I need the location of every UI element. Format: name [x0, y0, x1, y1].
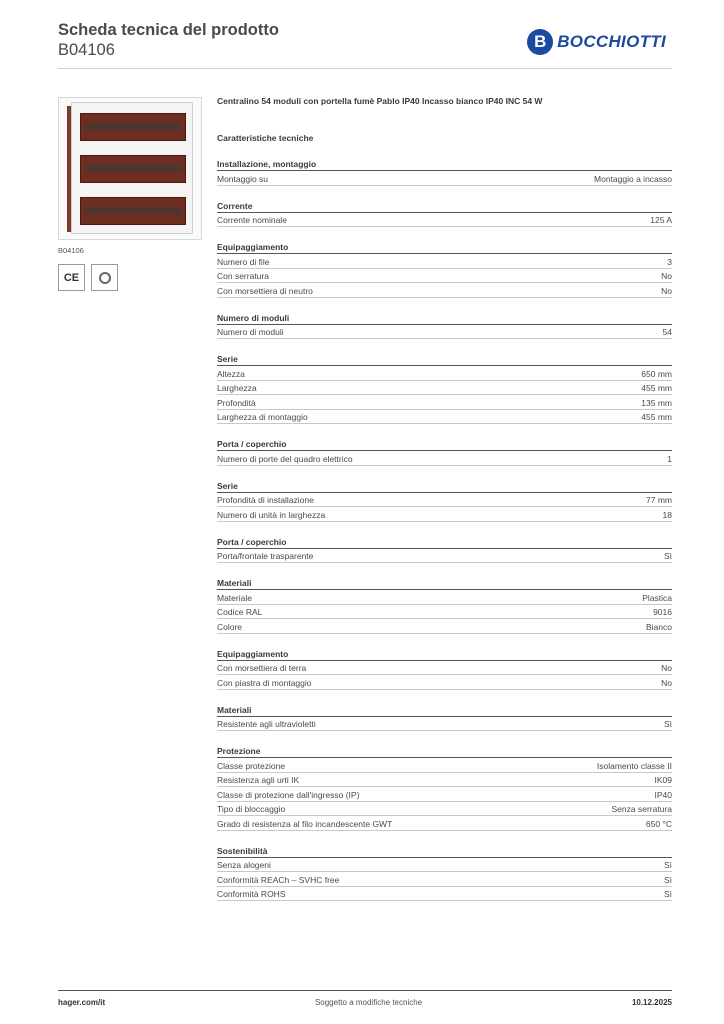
spec-row	[217, 773, 672, 788]
spec-row	[217, 661, 672, 676]
product-image	[58, 97, 202, 240]
spec-row	[217, 590, 672, 605]
spec-row	[217, 787, 672, 802]
spec-value: Sì	[663, 874, 672, 885]
spec-label: Numero di moduli	[217, 327, 284, 337]
product-code: B04106	[58, 41, 115, 59]
spec-section	[217, 241, 672, 298]
spec-value: 9016	[653, 607, 672, 617]
spec-value: Sì	[663, 860, 672, 870]
spec-label: Con piastra di montaggio	[217, 677, 312, 688]
section-title: Equipaggiamento	[217, 648, 672, 661]
footer-date: 10.12.2025	[631, 998, 672, 1007]
spec-row	[217, 395, 672, 410]
section-title: Numero di moduli	[217, 312, 672, 325]
brand-logo	[527, 29, 666, 55]
spec-label: Resistente agli ultravioletti	[217, 719, 316, 729]
spec-label: Corrente nominale	[217, 215, 287, 225]
section-title: Corrente	[217, 200, 672, 213]
spec-value: Plastica	[642, 592, 672, 603]
brand-logo-text: BOCCHIOTTI	[557, 32, 666, 51]
spec-label: Grado di resistenza al filo incandescente GWT	[217, 818, 393, 829]
spec-value: 455 mm	[641, 383, 672, 393]
spec-row	[217, 254, 672, 269]
spec-value: Sì	[663, 719, 672, 729]
spec-label: Conformità ROHS	[217, 889, 286, 899]
spec-value: No	[661, 271, 672, 281]
spec-value: Isolamento classe II	[596, 760, 672, 771]
spec-value: 125 A	[650, 215, 672, 225]
spec-label: Classe di protezione dall'ingresso (IP)	[217, 789, 360, 800]
spec-section	[217, 536, 672, 564]
section-title: Materiali	[217, 577, 672, 590]
spec-row	[217, 269, 672, 284]
spec-row	[217, 717, 672, 732]
spec-value: 18	[662, 509, 672, 520]
spec-value: Sì	[663, 551, 672, 561]
spec-section	[217, 845, 672, 902]
product-description: Centralino 54 moduli con portella fumè Pablo IP40 Incasso bianco IP40 INC 54 W	[217, 96, 543, 106]
spec-label: Tipo di bloccaggio	[217, 804, 286, 814]
spec-section	[217, 577, 672, 634]
spec-section	[217, 438, 672, 466]
spec-section	[217, 745, 672, 831]
spec-value: No	[661, 663, 672, 673]
cabinet-row-panel	[80, 155, 186, 183]
section-title: Porta / coperchio	[217, 536, 672, 549]
ce-mark-icon: CE	[58, 264, 85, 291]
spec-row	[217, 493, 672, 508]
spec-row	[217, 858, 672, 873]
spec-row	[217, 758, 672, 773]
spec-content	[217, 95, 672, 901]
spec-row	[217, 619, 672, 634]
spec-value: 77 mm	[646, 495, 672, 505]
spec-value: No	[661, 285, 672, 296]
spec-value: No	[661, 677, 672, 688]
spec-label: Numero di file	[217, 256, 270, 267]
certification-marks	[58, 264, 202, 291]
spec-label: Larghezza di montaggio	[217, 412, 308, 422]
section-title: Sostenibilità	[217, 845, 672, 858]
spec-value: Sì	[663, 889, 672, 899]
spec-row	[217, 171, 672, 186]
spec-label: Classe protezione	[217, 760, 286, 771]
spec-label: Numero di unità in larghezza	[217, 509, 326, 520]
section-title: Installazione, montaggio	[217, 158, 672, 171]
spec-sections	[217, 158, 672, 901]
cabinet-body	[71, 102, 193, 234]
spec-section	[217, 312, 672, 340]
spec-label: Numero di porte del quadro elettrico	[217, 453, 353, 464]
spec-section	[217, 704, 672, 732]
spec-row	[217, 451, 672, 466]
page-header	[58, 20, 672, 69]
section-title: Porta / coperchio	[217, 438, 672, 451]
spec-value: Montaggio a incasso	[594, 173, 672, 184]
spec-section	[217, 353, 672, 424]
spec-value: IP40	[654, 789, 672, 800]
spec-label: Larghezza	[217, 383, 257, 393]
spec-value: Bianco	[646, 621, 672, 632]
section-title: Materiali	[217, 704, 672, 717]
spec-value: IK09	[654, 775, 672, 785]
spec-label: Porta/frontale trasparente	[217, 551, 314, 561]
spec-row	[217, 213, 672, 228]
spec-label: Profondità di installazione	[217, 495, 314, 505]
brand-logo-mark-icon: B	[527, 29, 553, 55]
spec-row	[217, 381, 672, 396]
spec-row	[217, 366, 672, 381]
spec-value: 3	[667, 256, 672, 267]
spec-row	[217, 549, 672, 564]
spec-row	[217, 675, 672, 690]
spec-row	[217, 887, 672, 902]
section-title: Protezione	[217, 745, 672, 758]
spec-label: Senza alogeni	[217, 860, 271, 870]
footer-disclaimer: Soggetto a modifiche tecniche	[314, 998, 423, 1007]
spec-label: Con morsettiera di neutro	[217, 285, 313, 296]
spec-value: 54	[662, 327, 672, 337]
left-column	[58, 97, 202, 291]
spec-label: Conformità REACh – SVHC free	[217, 874, 340, 885]
spec-value: 455 mm	[641, 412, 672, 422]
spec-row	[217, 816, 672, 831]
spec-value: 650 mm	[641, 368, 672, 379]
spec-value: 1	[667, 453, 672, 464]
spec-section	[217, 480, 672, 522]
quality-mark-icon	[91, 264, 118, 291]
spec-row	[217, 283, 672, 298]
image-caption: B04106	[58, 246, 84, 255]
cabinet-row-panel	[80, 197, 186, 225]
footer-website: hager.com/it	[58, 998, 106, 1007]
spec-row	[217, 605, 672, 620]
spec-label: Codice RAL	[217, 607, 263, 617]
spec-label: Montaggio su	[217, 173, 269, 184]
section-title: Serie	[217, 480, 672, 493]
spec-label: Con serratura	[217, 271, 269, 281]
spec-label: Resistenza agli urti IK	[217, 775, 300, 785]
section-title: Equipaggiamento	[217, 241, 672, 254]
page-footer	[58, 990, 672, 1007]
spec-label: Altezza	[217, 368, 245, 379]
spec-row	[217, 410, 672, 425]
spec-label: Con morsettiera di terra	[217, 663, 307, 673]
spec-value: 135 mm	[641, 397, 672, 408]
spec-row	[217, 802, 672, 817]
cabinet-row-panel	[80, 113, 186, 141]
characteristics-title: Caratteristiche tecniche	[217, 133, 314, 143]
spec-section	[217, 158, 672, 186]
spec-section	[217, 648, 672, 690]
spec-row	[217, 872, 672, 887]
spec-row	[217, 325, 672, 340]
spec-section	[217, 200, 672, 228]
page-title: Scheda tecnica del prodotto	[58, 21, 279, 39]
section-title: Serie	[217, 353, 672, 366]
spec-value: 650 °C	[645, 818, 672, 829]
spec-row	[217, 507, 672, 522]
spec-label: Materiale	[217, 592, 252, 603]
spec-label: Profondità	[217, 397, 256, 408]
spec-value: Senza serratura	[611, 804, 672, 814]
spec-label: Colore	[217, 621, 243, 632]
